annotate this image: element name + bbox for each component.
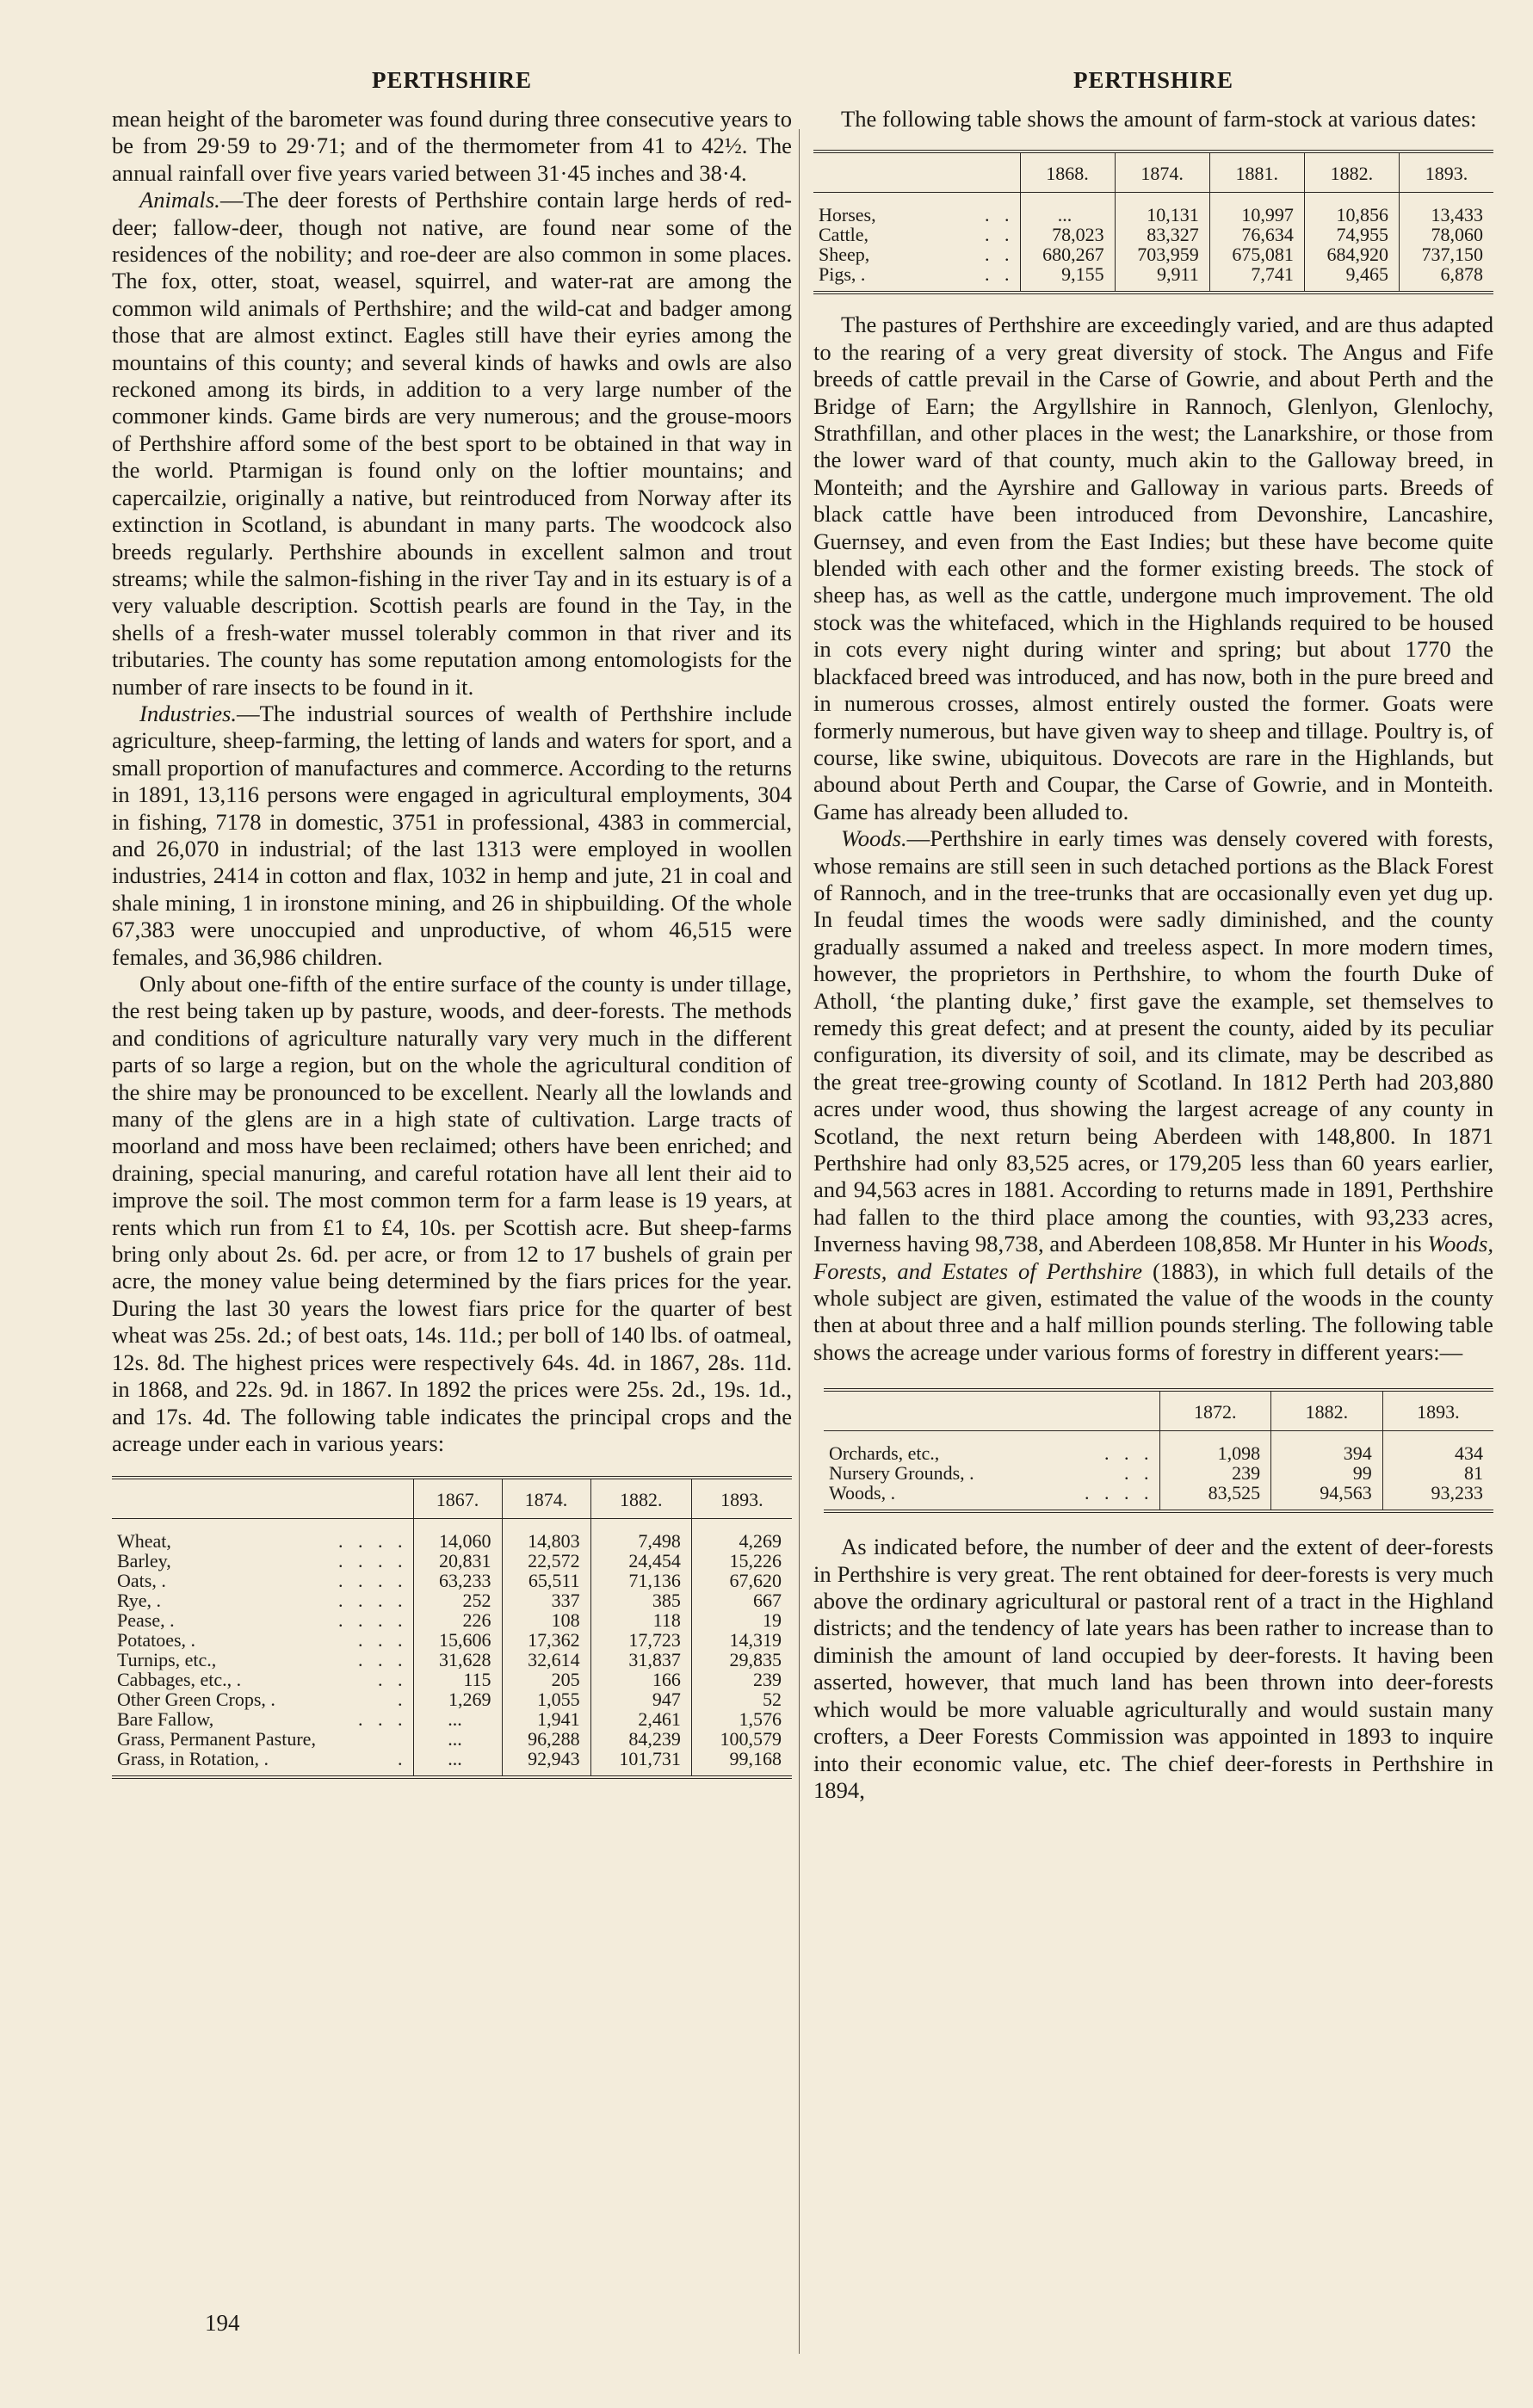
woods-table-leader-dots: . . . . xyxy=(1085,1482,1154,1504)
crops-table-cell: 115 xyxy=(413,1670,502,1689)
woods-table-header xyxy=(824,1392,1493,1431)
crops-table-cell: 24,454 xyxy=(590,1551,691,1571)
paragraph-pastures: The pastures of Perthshire are exceedingly varied, and are thus adapted to the rearing of a very great diversity of stock. The Angus and Fife breeds of cattle prevail in the Carse of Gowrie, and about Perth and the Bridge of Earn; the Argyllshire in Rannoch, Glenlyon, Glenlochy, Strathfillan, and other places in the west; the Lanarkshire, or those from the lower ward of that county, much akin to the Galloway breed, in Monteith; and the Ayrshire and Galloway in various parts. Breeds of black cattle have been introduced from Devonshire, Lancashire, Guernsey, and even from the East Indies; but these have become quite blended with each other and the former existing breeds. The stock of sheep has, as well as the cattle, undergone much improvement. The old stock was the whitefaced, which in the Highlands required to be housed in cots every night during winter and spring; but about 1770 the blackfaced breed was introduced, and has now, both in the pure breed and in numerous crosses, almost entirely ousted the former. Goats were formerly numerous, but have given way to sheep and tillage. Poultry is, of course, like swine, ubiquitous. Dovecots are rare in the Highlands, but abound about Perth and Coupar, the Carse of Gowrie, and in Monteith. Game has already been alluded to. xyxy=(813,312,1493,824)
woods-table-row-label xyxy=(824,1431,1159,1464)
running-header-right: PERTHSHIRE xyxy=(1072,67,1234,93)
stock-table-year-header: 1874. xyxy=(1115,153,1209,193)
crops-table-label-text: Barley, xyxy=(117,1550,171,1572)
crops-table-cell: 337 xyxy=(502,1590,590,1610)
woods-table-row-label xyxy=(824,1483,1159,1510)
crops-table-row xyxy=(112,1749,792,1775)
stock-table-cell: 703,959 xyxy=(1115,244,1209,264)
crops-table-row xyxy=(112,1670,792,1689)
stock-table-cell: 10,997 xyxy=(1209,193,1304,225)
stock-table-cell: 76,634 xyxy=(1209,225,1304,244)
stock-table-cell: 9,465 xyxy=(1304,264,1399,291)
crops-table-header-blank xyxy=(112,1479,413,1519)
crops-table-cell: 31,837 xyxy=(590,1650,691,1670)
book-title: Woods, Forests, and Estates of Perthshire xyxy=(813,1231,1493,1284)
woods-table-label-text: Orchards, etc., xyxy=(829,1442,940,1465)
woods-table-cell: 81 xyxy=(1382,1463,1493,1483)
stock-table-row xyxy=(813,193,1493,225)
crops-table-year-header: 1867. xyxy=(413,1479,502,1519)
woods-table-row xyxy=(824,1463,1493,1483)
crops-table-cell: 385 xyxy=(590,1590,691,1610)
crops-table-cell: 19 xyxy=(691,1610,792,1630)
woods-table-label-text: Woods, . xyxy=(829,1482,896,1504)
woods-table-body xyxy=(824,1431,1493,1510)
paragraph-woods-text-a: —Perthshire in early times was densely covered with forests, whose remains are still seen in such detached portions as the Black Forest of Rannoch, and in the tree-trunks that are occasionally even yet dug up. In feudal times the woods were sadly diminished, and the county gradually assumed a naked and treeless aspect. In more modern times, however, the proprietors in Perthshire, to whom the fourth Duke of Atholl, ‘the planting duke,’ first gave the example, set themselves to remedy this great defect; and at present the county, aided by its peculiar configuration, its diversity of soil, and its climate, may be described as the great tree-growing county of Scotland. In 1812 Perth had 203,880 acres under wood, thus showing the largest acreage of any county in Scotland, the next return being Aberdeen with 148,800. In 1871 Perthshire had only 83,525 acres, or 179,205 less than 60 years earlier, and 94,563 acres in 1881. According to returns made in 1891, Perthshire had fallen to the third place among the counties, with 93,233 acres, Inverness having 98,738, and Aberdeen 108,858. Mr Hunter in his xyxy=(813,825,1493,1257)
crops-table-leader-dots: . xyxy=(398,1748,408,1770)
crops-table-label-text: Rye, . xyxy=(117,1590,162,1612)
crops-table-row-label xyxy=(112,1630,413,1650)
crops-table-cell: 15,226 xyxy=(691,1551,792,1571)
woods-table-label-text: Nursery Grounds, . xyxy=(829,1462,974,1485)
crops-table xyxy=(112,1479,792,1775)
crops-table-year-header: 1874. xyxy=(502,1479,590,1519)
crops-table-leader-dots: . . xyxy=(378,1669,408,1691)
stock-table-row-label xyxy=(813,193,1020,225)
woods-table-row xyxy=(824,1483,1493,1510)
crops-table-leader-dots: . . . xyxy=(358,1708,408,1731)
crops-table-cell: ... xyxy=(413,1729,502,1749)
crops-table-row-label xyxy=(112,1709,413,1729)
crops-table-row xyxy=(112,1590,792,1610)
running-header-left: PERTHSHIRE xyxy=(371,67,533,93)
crops-table-cell: 205 xyxy=(502,1670,590,1689)
crops-table-leader-dots: . . . . xyxy=(338,1530,408,1553)
woods-table-cell: 394 xyxy=(1271,1431,1383,1464)
crops-table-cell: 63,233 xyxy=(413,1571,502,1590)
woods-table-frame xyxy=(824,1388,1493,1513)
crops-table-label-text: Grass, in Rotation, . xyxy=(117,1748,269,1770)
crops-table-row xyxy=(112,1729,792,1749)
crops-table-cell: 14,803 xyxy=(502,1519,590,1552)
crops-table-cell: 226 xyxy=(413,1610,502,1630)
stock-table-row-label xyxy=(813,264,1020,291)
section-heading-woods: Woods. xyxy=(841,825,907,852)
crops-table-cell: 14,319 xyxy=(691,1630,792,1650)
stock-table-leader-dots: . . xyxy=(985,224,1015,246)
crops-table-cell: 1,055 xyxy=(502,1689,590,1709)
crops-table-cell: ... xyxy=(413,1709,502,1729)
paragraph-stock-intro: The following table shows the amount of farm-stock at various dates: xyxy=(841,106,1477,132)
stock-table-label-text: Pigs, . xyxy=(819,263,866,286)
crops-table-row xyxy=(112,1689,792,1709)
crops-table-label-text: Bare Fallow, xyxy=(117,1708,214,1731)
crops-table-cell: 1,941 xyxy=(502,1709,590,1729)
crops-table-label-text: Other Green Crops, . xyxy=(117,1689,275,1711)
crops-table-row xyxy=(112,1519,792,1552)
paragraph-woods-text-b: (1883), in which full details of the whole subject are given, estimated the value of the woods in the county then at about three and a half million pounds sterling. The following table shows the acreage under various forms of forestry in different years:— xyxy=(813,1257,1493,1365)
stock-table xyxy=(813,153,1493,291)
woods-table-row-label xyxy=(824,1463,1159,1483)
crops-table-row-label xyxy=(112,1571,413,1590)
crops-table-year-header: 1893. xyxy=(691,1479,792,1519)
stock-table-cell: ... xyxy=(1020,193,1115,225)
crops-table-cell: 100,579 xyxy=(691,1729,792,1749)
crops-table-leader-dots: . . . . xyxy=(338,1550,408,1572)
stock-table-row xyxy=(813,264,1493,291)
stock-table-cell: 74,955 xyxy=(1304,225,1399,244)
crops-table-frame xyxy=(112,1476,792,1779)
stock-table-row-label xyxy=(813,244,1020,264)
crops-table-body xyxy=(112,1519,792,1776)
crops-table-cell: 118 xyxy=(590,1610,691,1630)
crops-table-row-label xyxy=(112,1650,413,1670)
stock-table-cell: 680,267 xyxy=(1020,244,1115,264)
crops-table-cell: ... xyxy=(413,1749,502,1775)
woods-table-year-header: 1882. xyxy=(1271,1392,1383,1431)
crops-table-cell: 29,835 xyxy=(691,1650,792,1670)
crops-table-row-label xyxy=(112,1519,413,1552)
paragraph-animals-text: —The deer forests of Perthshire contain large herds of red-deer; fallow-deer, though not native, are found near some of the residences of the nobility; and roe-deer are also common in some places. The fox, otter, stoat, weasel, squirrel, and water-rat are among the common wild animals of Perthshire; and the wild-cat and badger among those that are almost extinct. Eagles still have their eyries among the mountains of this county; and several kinds of hawks and owls are also reckoned among its birds, in addition to a very large number of the commoner kinds. Game birds are very numerous; and the grouse-moors of Perthshire afford some of the best sport to be obtained in that way in the world. Ptarmigan is found only on the loftier mountains; and capercailzie, originally a native, but reintroduced from Norway after its extinction in Scotland, is abundant in many parts. The woodcock also breeds regularly. Perthshire abounds in excellent salmon and trout streams; while the salmon-fishing in the river Tay and in its estuary is of a very valuable description. Scottish pearls are found in the Tay, in the shells of a fresh-water mussel tolerably common in that river and its tributaries. The county has some reputation among entomologists for the number of rare insects to be found in it. xyxy=(112,187,792,700)
section-heading-industries: Industries. xyxy=(139,700,238,726)
crops-table-cell: 1,269 xyxy=(413,1689,502,1709)
stock-table-row xyxy=(813,244,1493,264)
crops-table-label-text: Wheat, xyxy=(117,1530,171,1553)
crops-table-row xyxy=(112,1551,792,1571)
crops-table-cell: 667 xyxy=(691,1590,792,1610)
crops-table-cell: 17,362 xyxy=(502,1630,590,1650)
crops-table-row-label xyxy=(112,1590,413,1610)
crops-table-leader-dots: . xyxy=(398,1689,408,1711)
paragraph-industries-text: —The industrial sources of wealth of Perthshire include agriculture, sheep-farming, the letting of lands and waters for sport, and a small proportion of manufactures and commerce. According to the returns in 1891, 13,116 persons were engaged in agricultural employments, 304 in fishing, 7178 in domestic, 3751 in professional, 4383 in commercial, and 26,070 in industrial; of the last 1313 were employed in woollen industries, 2414 in cotton and flax, 1032 in hemp and jute, 21 in coal and shale mining, 1 in ironstone mining, and 26 in shipbuilding. Of the whole 67,383 were unoccupied and unproductive, of whom 46,515 were females, and 36,986 children. xyxy=(112,700,792,970)
woods-table xyxy=(824,1392,1493,1510)
stock-table-cell: 737,150 xyxy=(1399,244,1493,264)
stock-table-header-blank xyxy=(813,153,1020,193)
woods-table-row xyxy=(824,1431,1493,1464)
stock-table-cell: 6,878 xyxy=(1399,264,1493,291)
stock-table-cell: 13,433 xyxy=(1399,193,1493,225)
crops-table-header xyxy=(112,1479,792,1519)
crops-table-label-text: Potatoes, . xyxy=(117,1629,196,1652)
stock-table-year-header: 1893. xyxy=(1399,153,1493,193)
stock-table-row-label xyxy=(813,225,1020,244)
left-column xyxy=(112,67,792,1779)
crops-table-row xyxy=(112,1610,792,1630)
crops-table-row xyxy=(112,1630,792,1650)
stock-table-year-header: 1882. xyxy=(1304,153,1399,193)
woods-table-year-header: 1893. xyxy=(1382,1392,1493,1431)
crops-table-cell: 108 xyxy=(502,1610,590,1630)
crops-table-cell: 31,628 xyxy=(413,1650,502,1670)
paragraph-climate: mean height of the barometer was found during three consecutive years to be from 29·59 to 29·71; and of the thermometer from 41 to 42½. The annual rainfall over five years varied between 31·45 inches and 38·4. xyxy=(112,106,792,186)
crops-table-cell: 239 xyxy=(691,1670,792,1689)
section-heading-animals: Animals. xyxy=(139,187,220,213)
stock-table-label-text: Sheep, xyxy=(819,244,870,266)
woods-table-year-header: 1872. xyxy=(1159,1392,1271,1431)
stock-table-cell: 10,131 xyxy=(1115,193,1209,225)
stock-table-label-text: Cattle, xyxy=(819,224,869,246)
crops-table-cell: 96,288 xyxy=(502,1729,590,1749)
crops-table-label-text: Oats, . xyxy=(117,1570,166,1592)
paragraph-agriculture: Only about one-fifth of the entire surface of the county is under tillage, the rest being taken up by pasture, woods, and deer-forests. The methods and conditions of agriculture naturally vary very much in the different parts of so large a region, but on the whole the agricultural condition of the shire may be pronounced to be excellent. Nearly all the lowlands and many of the glens are in a high state of cultivation. Large tracts of moorland and moss have been reclaimed; others have been enriched; and draining, special manuring, and careful rotation have all lent their aid to improve the soil. The most common term for a farm lease is 19 years, at rents which run from £1 to £4, 10s. per Scottish acre. But sheep-farms bring only about 2s. 6d. per acre, or from 12 to 17 bushels of grain per acre, the money value being determined by the fiars prices for the year. During the last 30 years the lowest fiars price for the quarter of best wheat was 25s. 2d.; of best oats, 14s. 11d.; per boll of 140 lbs. of oatmeal, 12s. 8d. The highest prices were respectively 64s. 4d. in 1867, 28s. 11d. in 1868, and 22s. 9d. in 1867. In 1892 the prices were 25s. 2d., 19s. 1d., and 17s. 4d. The following table indicates the principal crops and the acreage under each in various years: xyxy=(112,971,792,1456)
stock-table-header xyxy=(813,153,1493,193)
crops-table-row-label xyxy=(112,1689,413,1709)
woods-table-cell: 239 xyxy=(1159,1463,1271,1483)
stock-table-year-header: 1868. xyxy=(1020,153,1115,193)
paragraph-industries xyxy=(112,701,792,971)
crops-table-row-label xyxy=(112,1551,413,1571)
crops-table-cell: 67,620 xyxy=(691,1571,792,1590)
crops-table-row xyxy=(112,1571,792,1590)
crops-table-cell: 17,723 xyxy=(590,1630,691,1650)
crops-table-cell: 99,168 xyxy=(691,1749,792,1775)
crops-table-cell: 22,572 xyxy=(502,1551,590,1571)
crops-table-cell: 65,511 xyxy=(502,1571,590,1590)
stock-table-cell: 9,911 xyxy=(1115,264,1209,291)
stock-table-cell: 10,856 xyxy=(1304,193,1399,225)
crops-table-row xyxy=(112,1650,792,1670)
crops-table-label-text: Turnips, etc., xyxy=(117,1649,217,1671)
paragraph-animals xyxy=(112,187,792,701)
crops-table-cell: 52 xyxy=(691,1689,792,1709)
crops-table-row-label xyxy=(112,1729,413,1749)
crops-table-cell: 1,576 xyxy=(691,1709,792,1729)
woods-table-cell: 83,525 xyxy=(1159,1483,1271,1510)
crops-table-cell: 166 xyxy=(590,1670,691,1689)
crops-table-label-text: Cabbages, etc., . xyxy=(117,1669,242,1691)
stock-table-cell: 78,060 xyxy=(1399,225,1493,244)
woods-table-cell: 94,563 xyxy=(1271,1483,1383,1510)
crops-table-row-label xyxy=(112,1749,413,1775)
stock-table-cell: 675,081 xyxy=(1209,244,1304,264)
crops-table-row xyxy=(112,1709,792,1729)
crops-table-cell: 14,060 xyxy=(413,1519,502,1552)
stock-table-cell: 83,327 xyxy=(1115,225,1209,244)
stock-table-cell: 7,741 xyxy=(1209,264,1304,291)
woods-table-leader-dots: . . xyxy=(1124,1462,1154,1485)
crops-table-cell: 4,269 xyxy=(691,1519,792,1552)
woods-table-leader-dots: . . . xyxy=(1104,1442,1154,1465)
column-divider xyxy=(799,129,800,2354)
woods-table-cell: 434 xyxy=(1382,1431,1493,1464)
stock-table-leader-dots: . . xyxy=(985,263,1015,286)
crops-table-cell: 2,461 xyxy=(590,1709,691,1729)
stock-table-leader-dots: . . xyxy=(985,244,1015,266)
crops-table-leader-dots: . . . . xyxy=(338,1570,408,1592)
paragraph-deer-forests: As indicated before, the number of deer and the extent of deer-forests in Perthshire is very great. The rent obtained for deer-forests is very much above the ordinary agricultural or pastoral rent of a tract in the Highland districts; and the tendency of late years has been rather to increase than to diminish the amount of land occupied by deer-forests. It having been asserted, however, that much land has been thrown into deer-forests which would be more valuable agriculturally and would sustain many crofters, a Deer Forests Commission was appointed in 1893 to inquire into their economic value, etc. The chief deer-forests in Perthshire in 1894, xyxy=(813,1534,1493,1803)
stock-table-frame xyxy=(813,150,1493,294)
crops-table-cell: 101,731 xyxy=(590,1749,691,1775)
paragraph-woods xyxy=(813,825,1493,1366)
crops-table-cell: 20,831 xyxy=(413,1551,502,1571)
woods-table-cell: 93,233 xyxy=(1382,1483,1493,1510)
crops-table-cell: 7,498 xyxy=(590,1519,691,1552)
crops-table-leader-dots: . . . . xyxy=(338,1590,408,1612)
stock-table-label-text: Horses, xyxy=(819,204,876,226)
page-number: 194 xyxy=(205,2310,240,2336)
crops-table-row-label xyxy=(112,1670,413,1689)
stock-table-cell: 9,155 xyxy=(1020,264,1115,291)
stock-table-leader-dots: . . xyxy=(985,204,1015,226)
crops-table-cell: 92,943 xyxy=(502,1749,590,1775)
crops-table-cell: 84,239 xyxy=(590,1729,691,1749)
crops-table-leader-dots: . . . xyxy=(358,1629,408,1652)
stock-table-body xyxy=(813,193,1493,292)
crops-table-leader-dots: . . . xyxy=(358,1649,408,1671)
stock-table-cell: 684,920 xyxy=(1304,244,1399,264)
stock-table-row xyxy=(813,225,1493,244)
crops-table-cell: 71,136 xyxy=(590,1571,691,1590)
crops-table-cell: 15,606 xyxy=(413,1630,502,1650)
crops-table-cell: 947 xyxy=(590,1689,691,1709)
woods-table-cell: 99 xyxy=(1271,1463,1383,1483)
woods-table-cell: 1,098 xyxy=(1159,1431,1271,1464)
woods-table-header-blank xyxy=(824,1392,1159,1431)
crops-table-year-header: 1882. xyxy=(590,1479,691,1519)
crops-table-row-label xyxy=(112,1610,413,1630)
crops-table-label-text: Grass, Permanent Pasture, xyxy=(117,1728,316,1750)
crops-table-cell: 252 xyxy=(413,1590,502,1610)
stock-table-year-header: 1881. xyxy=(1209,153,1304,193)
stock-table-cell: 78,023 xyxy=(1020,225,1115,244)
right-column xyxy=(813,67,1493,1804)
crops-table-cell: 32,614 xyxy=(502,1650,590,1670)
crops-table-leader-dots: . . . . xyxy=(338,1609,408,1632)
crops-table-label-text: Pease, . xyxy=(117,1609,175,1632)
